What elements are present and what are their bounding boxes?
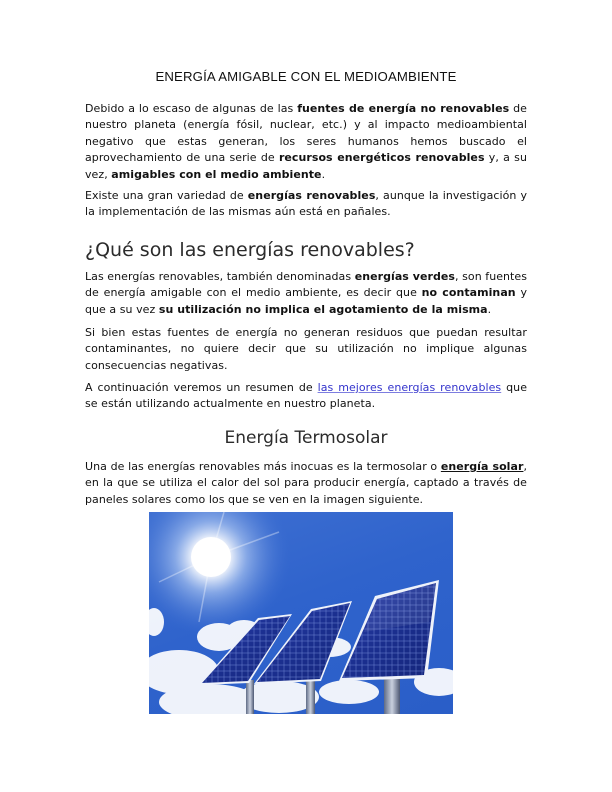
section-2-heading-container [85, 427, 527, 449]
text-segment: , en la que se utiliza el calor del sol para producir energía, captado a través de paneles solares como los que se ven en la imagen siguiente. [85, 460, 527, 506]
text-segment: . [321, 167, 326, 181]
section-2-paragraph-1-container [85, 459, 527, 508]
section-1-paragraph-2-container [85, 325, 527, 374]
bold-phrase: energías verdes [354, 270, 456, 283]
bold-phrase: su utilización no implica el agotamiento de la misma [158, 302, 488, 316]
section-1-paragraph-2: Si bien estas fuentes de energía no generan residuos que puedan resultar contaminantes, no quiere decir que su utilización no implique algunas consecuencias negativas. [85, 326, 527, 372]
solar-energy-emphasis: energía solar [440, 460, 524, 473]
section-1-paragraph-3 [85, 380, 527, 413]
solar-panels-illustration [149, 512, 453, 714]
bold-phrase: recursos energéticos renovables [278, 151, 485, 165]
text-segment: . [487, 302, 492, 316]
intro-paragraph-2-container [85, 188, 527, 221]
bold-phrase: amigables con el medio ambiente [111, 167, 322, 181]
text-segment: Una de las energías renovables más inocuas es la termosolar o [85, 460, 441, 473]
text-segment: A continuación veremos un resumen de [85, 381, 318, 394]
text-segment: Las energías renovables, también denominadas [85, 270, 355, 283]
section-1-heading-container [85, 238, 527, 262]
bold-phrase: energías renovables [247, 189, 376, 202]
text-segment: de nuestro planeta (energía fósil, nuclear, etc.) y al impacto medioambiental negativo que estas generan, los seres humanos hemos buscado el aprovechamiento de una serie de [85, 102, 527, 165]
text-segment: Debido a lo escaso de algunas de las [85, 102, 298, 115]
bold-phrase: no contaminan [421, 286, 516, 300]
text-segment: , aunque la investigación y la implementación de las mismas aún está en pañales. [85, 189, 528, 219]
text-segment: Existe una gran variedad de [85, 189, 248, 202]
section-2-paragraph-1 [85, 459, 527, 508]
intro-paragraph-1-container [85, 101, 527, 183]
text-segment: que se están utilizando actualmente en nuestro planeta. [85, 381, 528, 411]
intro-paragraph-2 [85, 188, 527, 221]
text-segment: y que a su vez [85, 286, 528, 316]
document-title: ENERGÍA AMIGABLE CON EL MEDIOAMBIENTE [155, 69, 457, 84]
section-1-paragraph-3-container [85, 380, 527, 413]
section-heading-renewables: ¿Qué son las energías renovables? [85, 239, 415, 261]
solar-panels-image [149, 512, 453, 714]
best-renewables-link[interactable]: las mejores energías renovables [317, 381, 502, 394]
section-heading-termosolar: Energía Termosolar [224, 428, 388, 448]
text-segment: , son fuentes de energía amigable con el medio ambiente, es decir que [85, 270, 528, 300]
text-segment: y, a su vez, [85, 151, 527, 181]
intro-paragraph-1 [85, 101, 527, 183]
section-1-paragraph-1-container [85, 269, 527, 318]
bold-phrase: fuentes de energía no renovables [297, 102, 510, 115]
section-1-paragraph-1 [85, 269, 527, 318]
